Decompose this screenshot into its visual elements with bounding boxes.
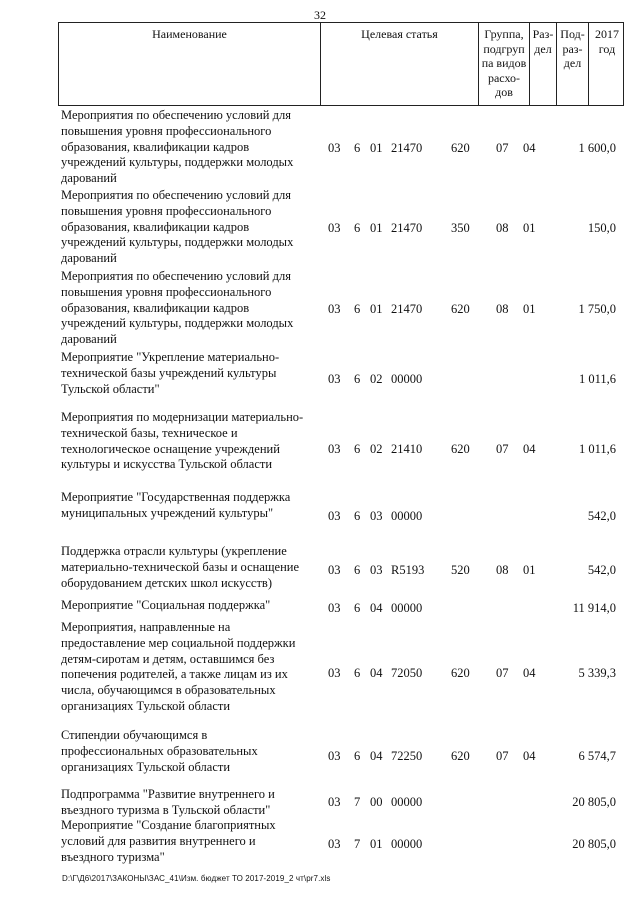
- row-name: Поддержка отрасли культуры (укрепление материально-технической базы и оснащение оборудованием детских школ искусств): [61, 544, 300, 590]
- row-section: 07: [496, 442, 509, 456]
- row-group: 350: [451, 221, 470, 235]
- row-section: 08: [496, 221, 509, 235]
- row-c1: 03: [328, 302, 341, 316]
- row-c3: 02: [370, 372, 383, 386]
- row-c1: 03: [328, 749, 341, 763]
- header-group: [479, 23, 530, 105]
- row-c2: 6: [354, 666, 361, 680]
- header-section-line: Раз-: [532, 27, 554, 41]
- row-subsection: 04: [523, 666, 536, 680]
- page-number: 32: [314, 8, 326, 22]
- table-row: [58, 269, 624, 349]
- row-c2: 6: [354, 372, 361, 386]
- row-c1: 03: [328, 372, 341, 386]
- row-c1: 03: [328, 509, 341, 523]
- row-subsection: 01: [523, 563, 536, 577]
- header-subsection-line: Под-: [560, 27, 585, 41]
- row-c3: 00: [370, 795, 383, 809]
- row-name: Мероприятие "Создание благоприятных условий для развития внутреннего и въездного туризма": [61, 818, 276, 864]
- row-amount: 542,0: [587, 563, 616, 577]
- table-row: [58, 108, 624, 188]
- row-amount: 5 339,3: [578, 666, 616, 680]
- header-name: Наименование: [59, 23, 321, 105]
- row-amount: 150,0: [587, 221, 616, 235]
- row-c4: 00000: [391, 372, 423, 386]
- row-subsection: 01: [523, 302, 536, 316]
- row-c3: 01: [370, 302, 383, 316]
- row-c1: 03: [328, 795, 341, 809]
- row-c1: 03: [328, 221, 341, 235]
- row-name: Мероприятия, направленные на предоставление мер социальной поддержки детям-сиротам и детям, оставшимся без попечения родителей, а также лицам из их числа, обучающимся в образовательных организациях Тульской области: [61, 620, 296, 713]
- file-path: D:\Г\Д6\2017\ЗАКОНЫ\ЗАС_41\Изм. бюджет ТО 2017-2019_2 чт\pr7.xls: [62, 874, 331, 883]
- row-c2: 7: [354, 795, 361, 809]
- row-amount: 542,0: [587, 509, 616, 523]
- table-row: [58, 598, 624, 618]
- header-group-line: подгруп: [483, 41, 525, 56]
- row-name: Стипендии обучающимся в профессиональных образовательных организациях Тульской области: [61, 728, 258, 774]
- row-c1: 03: [328, 601, 341, 615]
- row-group: 620: [451, 666, 470, 680]
- row-amount: 20 805,0: [572, 795, 616, 809]
- row-section: 07: [496, 749, 509, 763]
- row-c3: 01: [370, 837, 383, 851]
- header-subsection-line: дел: [563, 56, 582, 70]
- row-c1: 03: [328, 837, 341, 851]
- table-row: [58, 544, 624, 596]
- header-group-line: Группа,: [484, 27, 524, 41]
- row-c3: 02: [370, 442, 383, 456]
- row-name: Мероприятие "Укрепление материально-технической базы учреждений культуры Тульской области": [61, 350, 280, 396]
- row-name: Мероприятия по обеспечению условий для повышения уровня профессионального образования, квалификации кадров учреждений культуры, поддержки молодых дарований: [61, 188, 294, 266]
- header-target: Целевая статья: [321, 23, 479, 105]
- row-section: 07: [496, 666, 509, 680]
- row-subsection: 01: [523, 221, 536, 235]
- row-section: 08: [496, 302, 509, 316]
- row-c3: 04: [370, 749, 383, 763]
- row-amount: 11 914,0: [572, 601, 616, 615]
- row-c1: 03: [328, 666, 341, 680]
- row-c1: 03: [328, 563, 341, 577]
- table-row: [58, 350, 624, 408]
- table-header: [58, 22, 624, 106]
- row-c3: 04: [370, 666, 383, 680]
- row-c2: 6: [354, 601, 361, 615]
- header-year: 2017 год: [595, 27, 619, 56]
- row-c2: 6: [354, 442, 361, 456]
- row-group: 620: [451, 141, 470, 155]
- row-section: 08: [496, 563, 509, 577]
- row-c3: 01: [370, 141, 383, 155]
- row-c3: 03: [370, 563, 383, 577]
- row-c2: 6: [354, 302, 361, 316]
- row-name: Мероприятия по обеспечению условий для повышения уровня профессионального образования, квалификации кадров учреждений культуры, поддержки молодых дарований: [61, 108, 294, 186]
- row-amount: 1 600,0: [578, 141, 616, 155]
- row-c4: 00000: [391, 795, 423, 809]
- row-amount: 1 750,0: [578, 302, 616, 316]
- row-amount: 1 011,6: [578, 372, 616, 386]
- row-c4: 00000: [391, 837, 423, 851]
- row-c4: 00000: [391, 601, 423, 615]
- row-c4: R5193: [391, 563, 425, 577]
- row-c3: 03: [370, 509, 383, 523]
- row-amount: 1 011,6: [578, 442, 616, 456]
- table-row: [58, 787, 624, 817]
- row-group: 620: [451, 442, 470, 456]
- table-row: [58, 490, 624, 542]
- row-name: Подпрограмма "Развитие внутреннего и въездного туризма в Тульской области": [61, 787, 275, 817]
- row-section: 07: [496, 141, 509, 155]
- row-c4: 72250: [391, 749, 423, 763]
- row-c2: 6: [354, 563, 361, 577]
- header-section: [530, 23, 557, 105]
- row-c4: 00000: [391, 509, 423, 523]
- row-group: 620: [451, 302, 470, 316]
- row-subsection: 04: [523, 749, 536, 763]
- row-c2: 6: [354, 509, 361, 523]
- table-row: [58, 728, 624, 784]
- table-row: [58, 188, 624, 268]
- row-name: Мероприятие "Государственная поддержка муниципальных учреждений культуры": [61, 490, 291, 520]
- row-c4: 21470: [391, 302, 423, 316]
- row-c2: 7: [354, 837, 361, 851]
- row-name: Мероприятие "Социальная поддержка": [61, 598, 271, 612]
- row-subsection: 04: [523, 442, 536, 456]
- table-row: [58, 620, 624, 726]
- row-c2: 6: [354, 141, 361, 155]
- header-group-line: расхо-: [487, 70, 521, 85]
- row-amount: 20 805,0: [572, 837, 616, 851]
- table-row: [58, 818, 624, 870]
- row-c4: 21470: [391, 141, 423, 155]
- row-name: Мероприятия по модернизации материально-технической базы, техническое и технологическое оснащение учреждений культуры и искусства Тульской области: [61, 410, 304, 472]
- header-group-line: па видов: [481, 56, 527, 70]
- row-name: Мероприятия по обеспечению условий для повышения уровня профессионального образования, квалификации кадров учреждений культуры, поддержки молодых дарований: [61, 269, 294, 347]
- row-c1: 03: [328, 141, 341, 155]
- table-row: [58, 410, 624, 488]
- row-c4: 21410: [391, 442, 423, 456]
- row-c4: 21470: [391, 221, 423, 235]
- row-group: 520: [451, 563, 470, 577]
- row-c3: 04: [370, 601, 383, 615]
- row-c4: 72050: [391, 666, 423, 680]
- header-subsection-line: раз-: [562, 41, 583, 56]
- row-group: 620: [451, 749, 470, 763]
- header-subsection: [557, 23, 589, 105]
- header-group-line: дов: [495, 85, 513, 99]
- row-amount: 6 574,7: [578, 749, 616, 763]
- row-c1: 03: [328, 442, 341, 456]
- header-section-line: дел: [534, 41, 552, 56]
- row-subsection: 04: [523, 141, 536, 155]
- row-c2: 6: [354, 749, 361, 763]
- row-c2: 6: [354, 221, 361, 235]
- row-c3: 01: [370, 221, 383, 235]
